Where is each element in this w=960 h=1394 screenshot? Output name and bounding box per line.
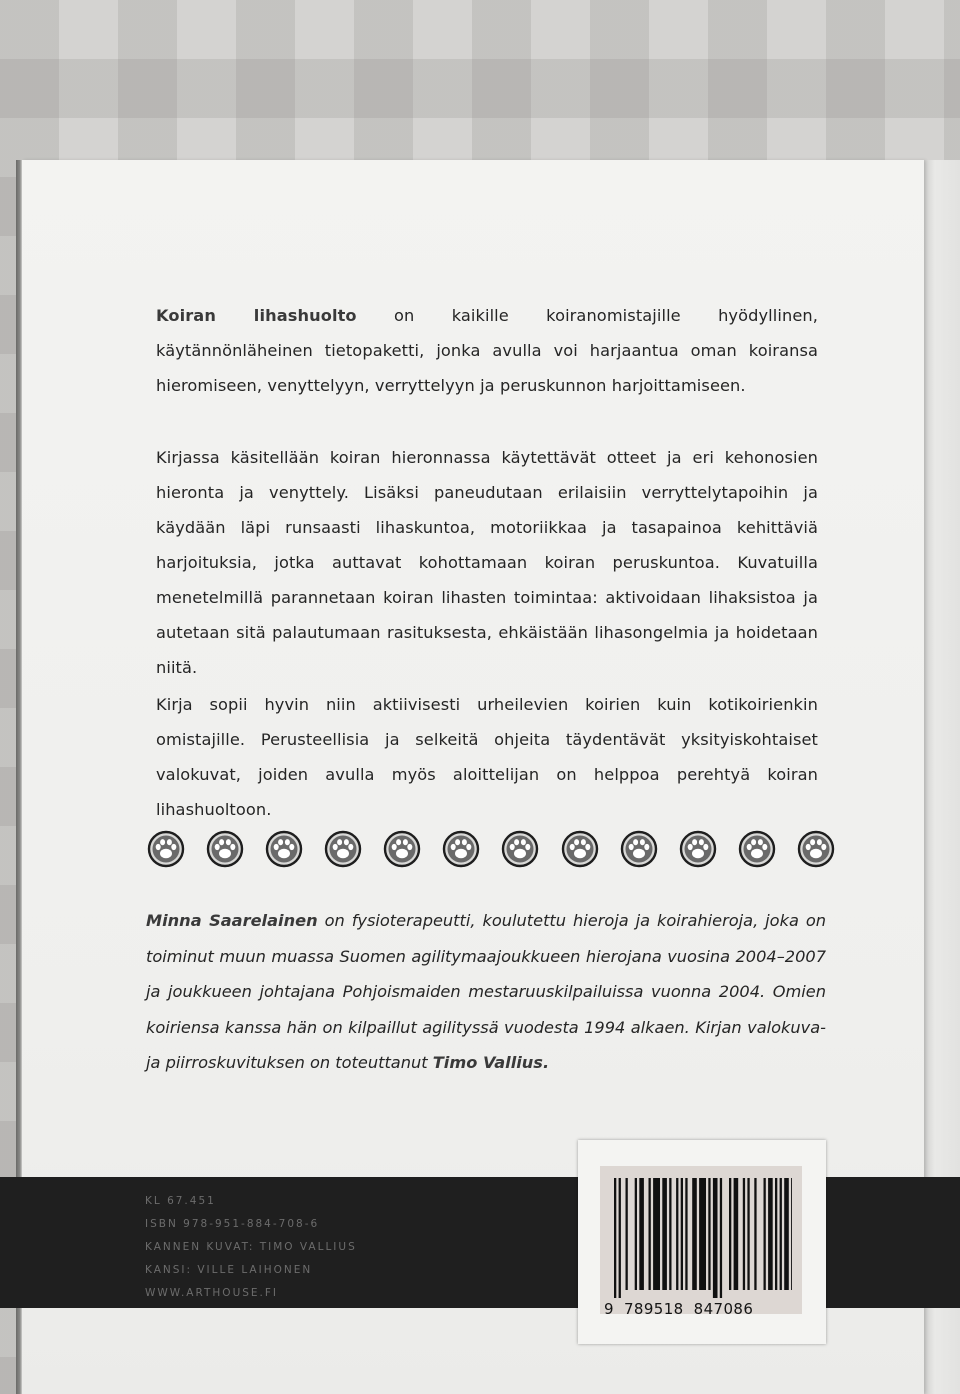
cover-photos-credit: KANNEN KUVAT: TIMO VALLIUS bbox=[145, 1241, 357, 1253]
author-bio bbox=[146, 903, 826, 1081]
barcode-bar bbox=[775, 1178, 777, 1290]
description-paragraph-1 bbox=[156, 298, 818, 403]
paw-print-icon bbox=[500, 829, 540, 869]
author-bio-text: on fysioterapeutti, koulutettu hieroja ja koirahieroja, joka on toiminut muun muassa Suomen agilitymaajoukkueen hierojana vuosina 2004–2007 ja joukkueen johtajana Pohjoismaiden mestaruuskilpailuissa vuonna 2004. Omien koiriensa kanssa hän on kilpaillut agilityssä vuodesta 1994 alkaen. Kirjan valokuva- ja piirroskuvituksen on toteuttanut bbox=[146, 911, 826, 1072]
barcode-bar bbox=[708, 1178, 710, 1290]
barcode-bar bbox=[676, 1178, 678, 1290]
paw-print-icon bbox=[796, 829, 836, 869]
paw-print-icon bbox=[678, 829, 718, 869]
barcode-bar bbox=[754, 1178, 756, 1290]
barcode-bar bbox=[713, 1178, 718, 1298]
barcode-bar bbox=[681, 1178, 683, 1290]
barcode-bar bbox=[635, 1178, 637, 1290]
barcode-bar bbox=[768, 1178, 773, 1290]
barcode-bar bbox=[734, 1178, 739, 1290]
isbn: ISBN 978-951-884-708-6 bbox=[145, 1218, 320, 1230]
paw-print-icon bbox=[146, 829, 186, 869]
publisher-website: WWW.ARTHOUSE.FI bbox=[145, 1287, 279, 1299]
barcode-left-group: 789518 bbox=[623, 1300, 684, 1318]
barcode-bar bbox=[764, 1178, 766, 1290]
barcode-bar bbox=[662, 1178, 667, 1290]
barcode-bar bbox=[619, 1178, 621, 1298]
paw-print-icon bbox=[323, 829, 363, 869]
barcode-bar bbox=[747, 1178, 749, 1290]
publication-info bbox=[145, 1190, 465, 1305]
cover-design-credit: KANSI: VILLE LAIHONEN bbox=[145, 1264, 313, 1276]
barcode-bar bbox=[639, 1178, 644, 1290]
barcode-bar bbox=[614, 1178, 616, 1298]
illustrator-name: Timo Vallius bbox=[432, 1053, 543, 1072]
paw-divider bbox=[146, 829, 836, 873]
barcode-bar bbox=[699, 1178, 706, 1290]
barcode-bar bbox=[669, 1178, 671, 1290]
barcode-bar bbox=[743, 1178, 745, 1290]
barcode-bar bbox=[780, 1178, 782, 1290]
book-title-lead: Koiran lihashuolto bbox=[156, 306, 357, 325]
paw-print-icon bbox=[264, 829, 304, 869]
barcode-bar bbox=[720, 1178, 722, 1298]
paw-print-icon bbox=[619, 829, 659, 869]
description-paragraph-3: Kirja sopii hyvin niin aktiivisesti urheilevien koirien kuin kotikoirienkin omistajille. Perusteellisia ja selkeitä ohjeita täydentävät yksityiskohtaiset valokuvat, joiden avulla myös aloittelijan on helppoa perehtyä koiran lihashuoltoon. bbox=[156, 695, 818, 819]
description-paragraph-1-text: on kaikille koiranomistajille hyödyllinen, käytännönläheinen tietopaketti, jonka avulla voi harjaantua oman koiransa hieromiseen, venyttelyyn, verryttelyyn ja peruskunnon harjoittamiseen. bbox=[156, 306, 818, 395]
barcode-bar bbox=[784, 1178, 789, 1290]
barcode-number bbox=[604, 1300, 800, 1318]
description-paragraph-2: Kirjassa käsitellään koiran hieronnassa käytettävät otteet ja eri kehonosien hieronta ja venyttely. Lisäksi paneudutaan erilaisiin verryttelytapoihin ja käydään läpi runsaasti lihaskuntoa, motoriikkaa ja tasapainoa kehittäviä harjoituksia, jotka auttavat kohottamaan koiran peruskuntoa. Kuvatuilla menetelmillä parannetaan koiran lihasten toimintaa: aktivoidaan lihaksistoa ja autetaan sitä palautumaan rasituksesta, ehkäistään lihasongelmia ja hoidetaan niitä. bbox=[156, 448, 818, 677]
barcode-first-digit: 9 bbox=[604, 1300, 614, 1318]
barcode-right-group: 847086 bbox=[693, 1300, 754, 1318]
barcode-panel bbox=[600, 1166, 802, 1318]
paw-print-icon bbox=[205, 829, 245, 869]
barcode-icon bbox=[610, 1174, 792, 1298]
barcode-bar bbox=[653, 1178, 660, 1290]
paw-print-icon bbox=[441, 829, 481, 869]
author-bio-end: . bbox=[542, 1053, 550, 1072]
author-name: Minna Saarelainen bbox=[146, 911, 318, 930]
barcode-bar bbox=[692, 1178, 697, 1290]
barcode-bar bbox=[626, 1178, 628, 1290]
barcode-bar bbox=[791, 1178, 792, 1290]
barcode-bar bbox=[685, 1178, 687, 1290]
paw-print-icon bbox=[382, 829, 422, 869]
paw-print-icon bbox=[737, 829, 777, 869]
barcode-bar bbox=[649, 1178, 651, 1290]
barcode-card bbox=[578, 1140, 826, 1344]
barcode-bar bbox=[729, 1178, 731, 1290]
paw-print-icon bbox=[560, 829, 600, 869]
kl-code: KL 67.451 bbox=[145, 1195, 216, 1207]
